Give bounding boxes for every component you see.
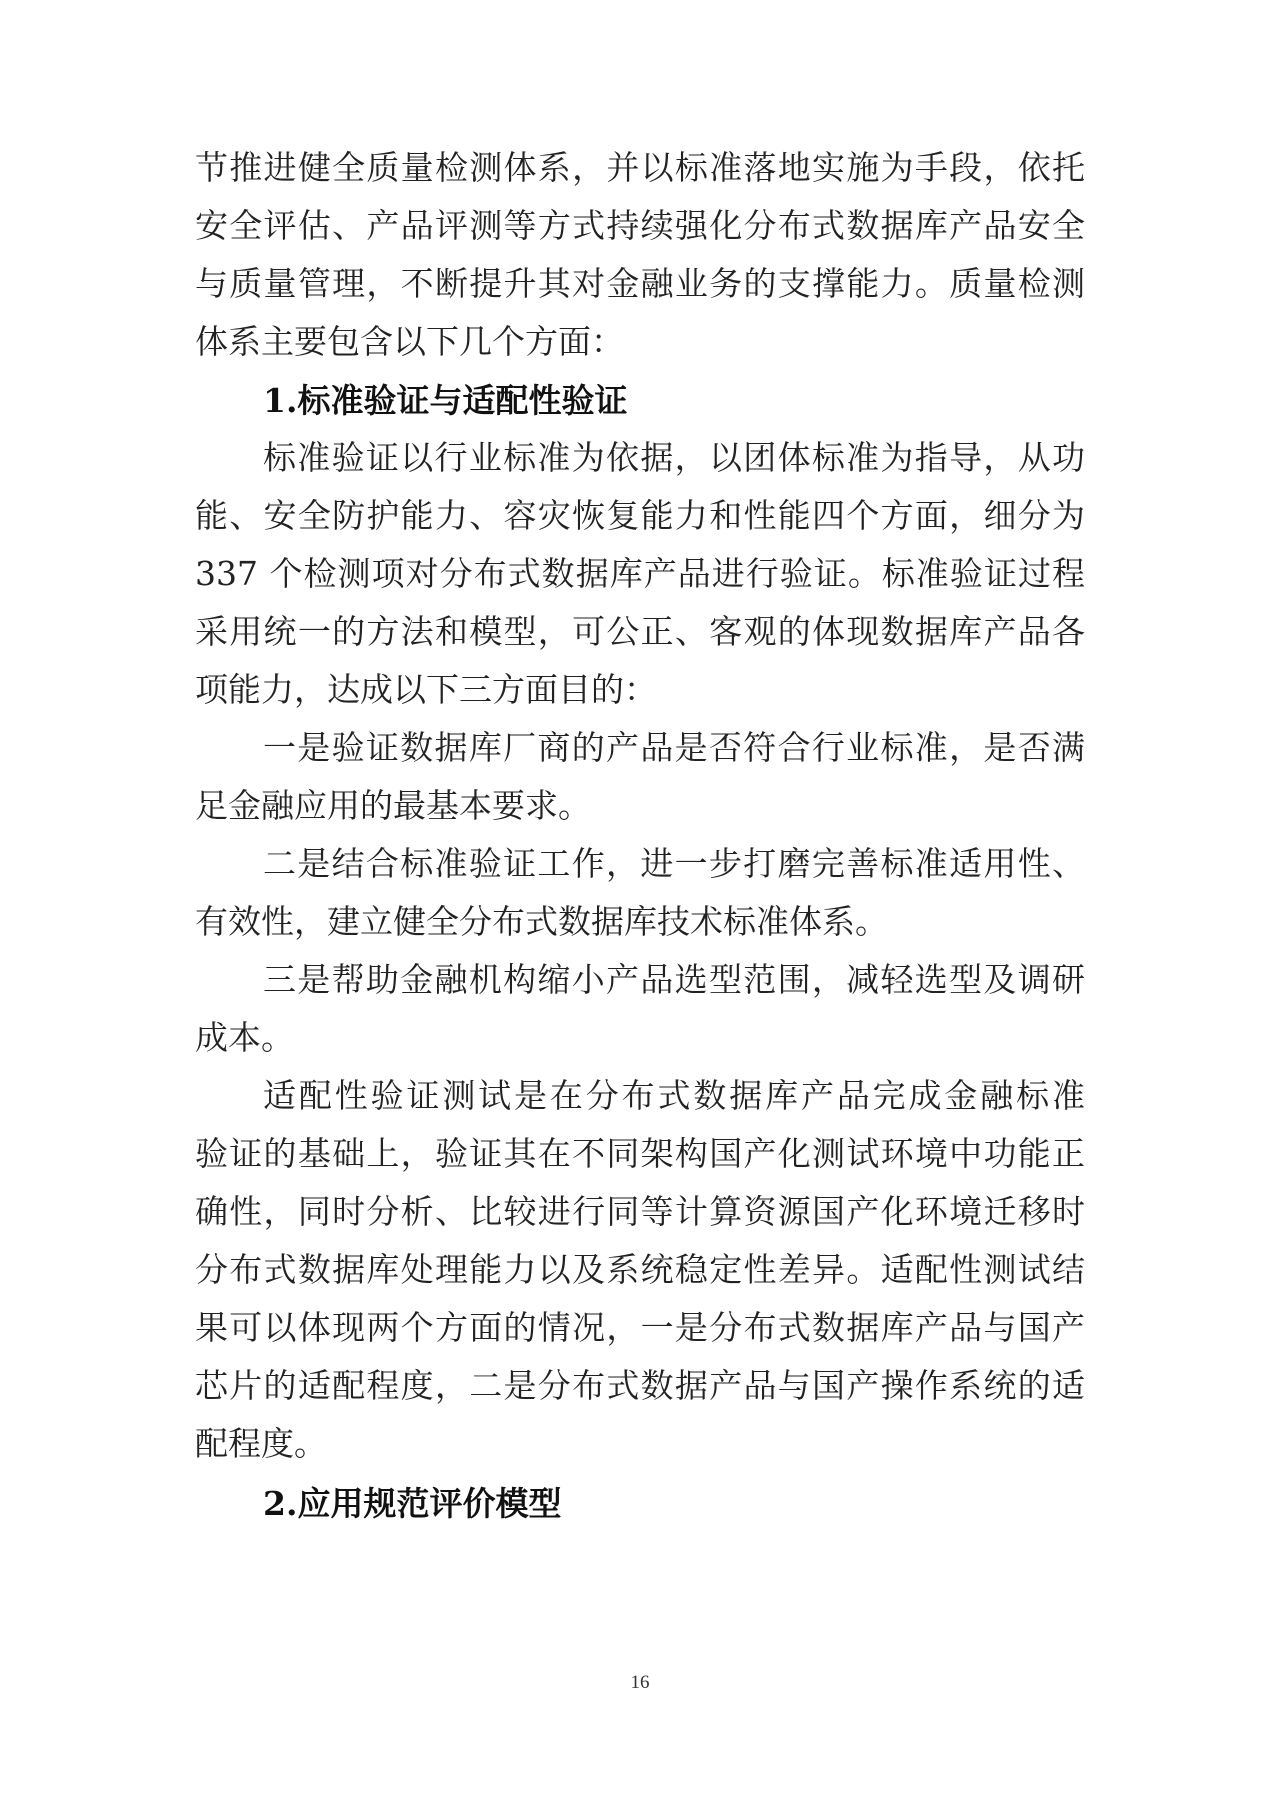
paragraph-line: 成本。 (195, 1018, 294, 1057)
paragraph-line: 芯片的适配程度，二是分布式数据产品与国产操作系统的适 (195, 1366, 1085, 1405)
paragraph-line: 项能力，达成以下三方面目的： (195, 670, 657, 709)
paragraph-line: 安全评估、产品评测等方式持续强化分布式数据库产品安全 (195, 206, 1085, 245)
paragraph-line: 适配性验证测试是在分布式数据库产品完成金融标准 (263, 1076, 1085, 1115)
paragraph-line: 采用统一的方法和模型，可公正、客观的体现数据库产品各 (195, 612, 1085, 651)
paragraph-line: 配程度。 (195, 1424, 327, 1463)
paragraph-line: 足金融应用的最基本要求。 (195, 786, 591, 825)
paragraph-line: 一是验证数据库厂商的产品是否符合行业标准，是否满 (263, 728, 1085, 767)
section-heading: 2.应用规范评价模型 (263, 1484, 562, 1523)
paragraph-line: 二是结合标准验证工作，进一步打磨完善标准适用性、 (263, 844, 1085, 883)
paragraph-line: 标准验证以行业标准为依据，以团体标准为指导，从功 (263, 438, 1085, 477)
paragraph-line: 验证的基础上，验证其在不同架构国产化测试环境中功能正 (195, 1134, 1085, 1173)
paragraph-line: 337 个检测项对分布式数据库产品进行验证。标准验证过程 (195, 554, 1085, 593)
paragraph-line: 确性，同时分析、比较进行同等计算资源国产化环境迁移时 (195, 1192, 1085, 1231)
paragraph-line: 三是帮助金融机构缩小产品选型范围，减轻选型及调研 (263, 960, 1085, 999)
section-heading: 1.标准验证与适配性验证 (263, 381, 628, 420)
paragraph-line: 体系主要包含以下几个方面： (195, 322, 624, 361)
paragraph-line: 能、安全防护能力、容灾恢复能力和性能四个方面，细分为 (195, 496, 1085, 535)
paragraph-line: 与质量管理，不断提升其对金融业务的支撑能力。质量检测 (195, 264, 1085, 303)
paragraph-line: 果可以体现两个方面的情况，一是分布式数据库产品与国产 (195, 1308, 1085, 1347)
paragraph-line: 节推进健全质量检测体系，并以标准落地实施为手段，依托 (195, 148, 1085, 187)
paragraph-line: 分布式数据库处理能力以及系统稳定性差异。适配性测试结 (195, 1250, 1085, 1289)
page-number: 16 (630, 1672, 650, 1693)
paragraph-line: 有效性，建立健全分布式数据库技术标准体系。 (195, 902, 888, 941)
